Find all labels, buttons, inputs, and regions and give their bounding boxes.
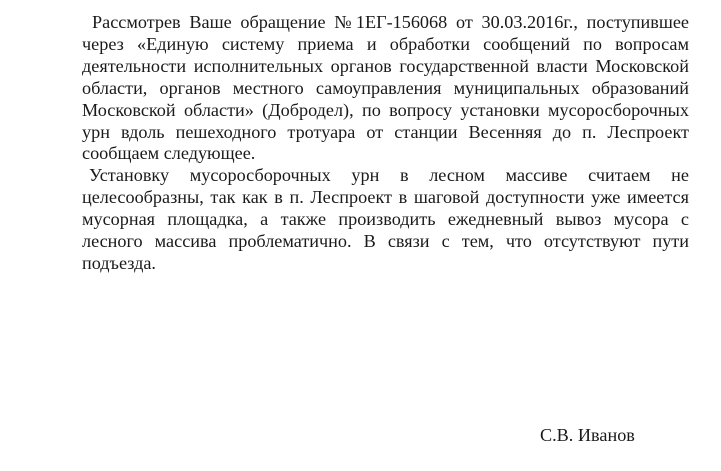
- signature-name: С.В. Иванов: [540, 425, 635, 445]
- letter-body: [82, 12, 689, 275]
- paragraph-request-reference: Рассмотрев Ваше обращение №1ЕГ-156068 от 30.03.2016г., поступившее через «Единую систему приема и обработки сообщений по вопросам деятельности исполнительных органов государственной власти Московской области, органов местного самоуправления муниципальных образований Московской области» (Добродел), по вопросу установки мусоросборочных урн вдоль пешеходного тротуара от станции Весенняя до п. Леспроект сообщаем следующее.: [82, 12, 689, 164]
- paragraph-response: Установку мусоросборочных урн в лесном массиве считаем не целесообразны, так как в п. Леспроект в шаговой доступности уже имеется мусорная площадка, а также производить ежедневный вывоз мусора с лесного массива проблематично. В связи с тем, что отсутствуют пути подъезда.: [82, 165, 689, 273]
